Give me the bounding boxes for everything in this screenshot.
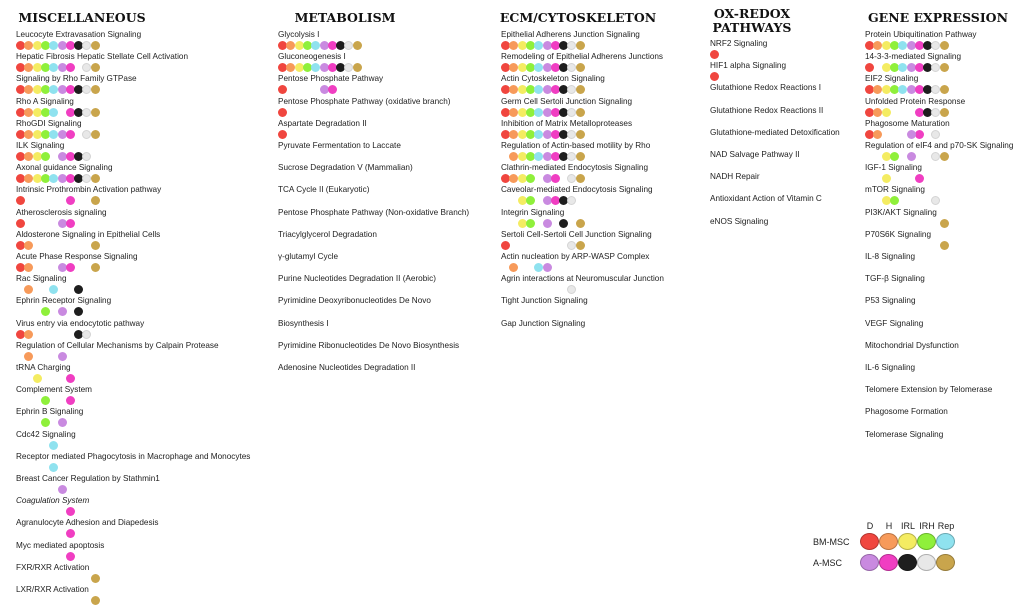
pathway-label: Rho A Signaling	[16, 96, 74, 106]
pathway-dot-rep-a	[91, 174, 100, 183]
pathway-dot-rep-bm	[49, 41, 58, 50]
pathway-dot-rep-a	[940, 241, 949, 250]
pathway-dot-rep-bm	[49, 285, 58, 294]
pathway-dot-h-bm	[24, 285, 33, 294]
pathway-dot-rep-bm	[49, 463, 58, 472]
legend-swatch-d-bm	[860, 533, 879, 550]
pathway-label: Actin nucleation by ARP-WASP Complex	[501, 252, 650, 261]
pathway-label: Complement System	[16, 385, 92, 395]
pathway-dot-h-bm	[24, 85, 33, 94]
legend-swatch-irh-a	[917, 554, 936, 571]
pathway-dot-rep-a	[940, 219, 949, 228]
pathway-dot-h-bm	[873, 108, 882, 117]
pathway-dot-irl-bm	[33, 374, 42, 383]
pathway-dot-rep-bm	[534, 263, 543, 272]
pathway-dot-h-bm	[509, 174, 518, 183]
pathway-label: Telomerase Signaling	[865, 429, 944, 439]
legend-header: Rep	[937, 521, 955, 531]
pathway-dot-rep-bm	[534, 41, 543, 50]
pathway-dot-rep-a	[576, 174, 585, 183]
pathway-label: Atherosclerosis signaling	[16, 207, 107, 217]
legend-swatch-rep-a	[936, 554, 955, 571]
pathway-label: VEGF Signaling	[865, 318, 924, 328]
pathway-label: P70S6K Signaling	[865, 229, 932, 239]
pathway-label: Triacylglycerol Degradation	[278, 229, 377, 239]
pathway-dot-rep-bm	[49, 85, 58, 94]
pathway-label: Caveolar-mediated Endocytosis Signaling	[501, 185, 653, 195]
pathway-label: TGF-β Signaling	[865, 274, 925, 284]
pathway-dot-d-a	[543, 219, 552, 228]
pathway-label: Aspartate Degradation II	[278, 118, 367, 128]
pathway-dot-d-a	[58, 418, 67, 427]
pathway-dot-h-a	[66, 552, 75, 561]
pathway-label: Remodeling of Epithelial Adherens Junctions	[501, 52, 664, 62]
legend-row-label: A-MSC	[813, 558, 842, 568]
pathway-label: Sertoli Cell-Sertoli Cell Junction Signaling	[501, 229, 652, 239]
column-title: OX-REDOX PATHWAYS	[712, 6, 792, 35]
pathway-label: Phagosome Maturation	[865, 118, 950, 128]
pathway-label: Pentose Phosphate Pathway (oxidative branch)	[278, 96, 451, 106]
pathway-label: Protein Ubiquitination Pathway	[865, 30, 977, 39]
pathway-dot-irh-a	[567, 285, 576, 294]
pathway-dot-h-a	[66, 396, 75, 405]
pathway-label: TCA Cycle II (Eukaryotic)	[278, 185, 370, 195]
pathway-label: FXR/RXR Activation	[16, 562, 90, 572]
pathway-dot-rep-a	[91, 196, 100, 205]
pathway-dot-h-a	[66, 374, 75, 383]
pathway-label: Glutathione-mediated Detoxification	[710, 127, 840, 137]
pathway-label: NAD Salvage Pathway II	[710, 150, 800, 159]
pathway-dot-d-bm	[278, 130, 287, 139]
pathway-dot-rep-a	[940, 41, 949, 50]
pathway-dot-rep-a	[91, 63, 100, 72]
pathway-dot-d-bm	[278, 85, 287, 94]
pathway-dot-rep-a	[940, 108, 949, 117]
pathway-dot-rep-bm	[49, 174, 58, 183]
pathway-label: Integrin Signaling	[501, 207, 565, 217]
pathway-dot-h-bm	[24, 63, 33, 72]
pathway-label: Antioxidant Action of Vitamin C	[710, 194, 822, 204]
pathway-dot-h-bm	[24, 108, 33, 117]
pathway-dot-rep-bm	[534, 85, 543, 94]
pathway-dot-rep-a	[353, 41, 362, 50]
pathway-label: Adenosine Nucleotides Degradation II	[278, 363, 416, 372]
pathway-dot-irh-bm	[41, 396, 50, 405]
pathway-label: Cdc42 Signaling	[16, 429, 76, 439]
pathway-label: 14-3-3-mediated Signaling	[865, 52, 962, 62]
pathway-label: RhoGDI Signaling	[16, 118, 82, 128]
pathway-dot-irl-bm	[882, 108, 891, 117]
pathway-dot-irh-a	[567, 196, 576, 205]
legend-header: IRH	[919, 521, 935, 531]
legend-swatch-h-a	[879, 554, 898, 571]
pathway-dot-rep-bm	[49, 108, 58, 117]
pathway-label: IGF-1 Signaling	[865, 163, 922, 173]
pathway-dot-irl-bm	[882, 174, 891, 183]
pathway-label: Unfolded Protein Response	[865, 96, 966, 106]
pathway-dot-h-a	[551, 174, 560, 183]
pathway-dot-rep-a	[353, 63, 362, 72]
pathway-dot-h-a	[66, 263, 75, 272]
pathway-label: Acute Phase Response Signaling	[16, 252, 138, 261]
pathway-dot-rep-bm	[898, 63, 907, 72]
pathway-label: Receptor mediated Phagocytosis in Macrophage and Monocytes	[16, 451, 251, 461]
pathway-label: γ-glutamyl Cycle	[278, 252, 339, 261]
pathway-dot-rep-bm	[311, 41, 320, 50]
legend-swatch-rep-bm	[936, 533, 955, 550]
pathway-label: Telomere Extension by Telomerase	[865, 385, 993, 395]
pathway-dot-irh-a	[82, 330, 91, 339]
pathway-dot-d-a	[58, 485, 67, 494]
pathway-dot-h-bm	[24, 174, 33, 183]
pathway-dot-rep-bm	[534, 130, 543, 139]
pathway-dot-h-bm	[24, 241, 33, 250]
pathway-dot-rep-bm	[311, 63, 320, 72]
pathway-dot-h-a	[66, 63, 75, 72]
pathway-dot-h-a	[915, 130, 924, 139]
column-title: ECM/CYTOSKELETON	[499, 10, 657, 25]
pathway-label: Regulation of eIF4 and p70-SK Signaling	[865, 141, 1014, 150]
pathway-dot-rep-bm	[534, 63, 543, 72]
pathway-label: Actin Cytoskeleton Signaling	[501, 74, 605, 84]
pathway-dot-rep-a	[91, 574, 100, 583]
pathway-dot-irh-bm	[41, 418, 50, 427]
pathway-label: Ephrin Receptor Signaling	[16, 296, 112, 306]
pathway-label: Gap Junction Signaling	[501, 318, 586, 328]
pathway-label: Leucocyte Extravasation Signaling	[16, 30, 142, 39]
pathway-dot-rep-bm	[898, 41, 907, 50]
pathway-dot-d-bm	[710, 72, 719, 81]
pathway-label: NADH Repair	[710, 172, 760, 182]
pathway-dot-rep-a	[576, 130, 585, 139]
pathway-label: Regulation of Cellular Mechanisms by Calpain Protease	[16, 340, 219, 350]
pathway-dot-h-bm	[24, 41, 33, 50]
pathway-dot-d-bm	[16, 219, 25, 228]
pathway-dot-irh-a	[931, 130, 940, 139]
pathway-dot-irl-a	[559, 219, 568, 228]
pathway-label: Pyrimidine Ribonucleotides De Novo Biosynthesis	[278, 340, 460, 350]
pathway-dot-h-a	[66, 196, 75, 205]
pathway-label: Glutathione Redox Reactions II	[710, 105, 824, 115]
pathway-dot-rep-bm	[534, 152, 543, 161]
pathway-dot-d-a	[907, 130, 916, 139]
pathway-label: Phagosome Formation	[865, 407, 948, 417]
pathway-dot-h-bm	[24, 352, 33, 361]
pathway-label: Inhibition of Matrix Metalloproteases	[501, 118, 633, 128]
pathway-dot-d-a	[907, 152, 916, 161]
pathway-label: Sucrose Degradation V (Mammalian)	[278, 163, 413, 173]
pathway-dot-rep-a	[940, 85, 949, 94]
pathway-dot-d-a	[58, 352, 67, 361]
pathway-dot-irh-bm	[41, 307, 50, 316]
pathway-label: P53 Signaling	[865, 296, 916, 306]
pathway-label: Tight Junction Signaling	[501, 296, 588, 306]
pathway-label: HIF1 alpha Signaling	[710, 61, 787, 71]
pathway-dot-rep-a	[940, 63, 949, 72]
pathway-dot-h-bm	[286, 41, 295, 50]
pathway-label: Purine Nucleotides Degradation II (Aerobic)	[278, 274, 436, 284]
pathway-dot-rep-bm	[49, 130, 58, 139]
pathway-label: Breast Cancer Regulation by Stathmin1	[16, 474, 160, 483]
pathway-dot-h-bm	[873, 41, 882, 50]
column-title: GENE EXPRESSION	[868, 10, 1008, 25]
legend-header: D	[866, 521, 874, 531]
pathway-dot-h-a	[66, 529, 75, 538]
pathway-dot-irl-a	[74, 307, 83, 316]
legend-row-label: BM-MSC	[813, 537, 850, 547]
pathway-dot-rep-a	[576, 41, 585, 50]
pathway-dot-rep-a	[91, 108, 100, 117]
pathway-dot-h-a	[915, 174, 924, 183]
pathway-label: PI3K/AKT Signaling	[865, 207, 937, 217]
pathway-label: Coagulation System	[16, 496, 90, 506]
pathway-label: NRF2 Signaling	[710, 39, 768, 48]
pathway-label: eNOS Signaling	[710, 216, 769, 226]
pathway-dot-irh-bm	[41, 152, 50, 161]
legend-swatch-irh-bm	[917, 533, 936, 550]
pathway-label: Virus entry via endocytotic pathway	[16, 318, 145, 328]
pathway-dot-irh-bm	[890, 196, 899, 205]
pathway-dot-rep-a	[91, 41, 100, 50]
pathway-dot-rep-bm	[49, 63, 58, 72]
pathway-label: IL-6 Signaling	[865, 363, 916, 372]
pathway-label: Clathrin-mediated Endocytosis Signaling	[501, 163, 648, 173]
pathway-dot-h-bm	[24, 330, 33, 339]
pathway-dot-h-bm	[286, 63, 295, 72]
pathway-dot-d-a	[58, 307, 67, 316]
pathway-dot-irh-bm	[526, 196, 535, 205]
pathway-label: Pyrimidine Deoxyribonucleotides De Novo	[278, 296, 431, 306]
pathway-dot-d-bm	[501, 241, 510, 250]
pathway-dot-rep-a	[576, 241, 585, 250]
pathway-dot-rep-a	[576, 85, 585, 94]
pathway-dot-h-a	[66, 219, 75, 228]
pathway-dot-d-bm	[278, 108, 287, 117]
pathway-dot-rep-a	[91, 241, 100, 250]
pathway-label: Myc mediated apoptosis	[16, 540, 105, 550]
column-title: MISCELLANEOUS	[18, 10, 146, 25]
pathway-label: EIF2 Signaling	[865, 74, 919, 84]
pathway-label: Agranulocyte Adhesion and Diapedesis	[16, 518, 159, 528]
pathway-label: Biosynthesis I	[278, 318, 329, 328]
pathway-label: Pyruvate Fermentation to Laccate	[278, 141, 401, 150]
pathway-dot-d-bm	[710, 50, 719, 59]
pathway-label: Mitochondrial Dysfunction	[865, 340, 959, 350]
pathway-dot-h-bm	[24, 152, 33, 161]
pathway-label: Aldosterone Signaling in Epithelial Cells	[16, 229, 161, 239]
pathway-dot-rep-a	[91, 596, 100, 605]
pathway-dot-rep-a	[91, 130, 100, 139]
pathway-dot-rep-a	[576, 219, 585, 228]
legend-swatch-d-a	[860, 554, 879, 571]
pathway-dot-h-a	[66, 130, 75, 139]
pathway-dot-h-bm	[873, 130, 882, 139]
pathway-label: Epithelial Adherens Junction Signaling	[501, 30, 640, 39]
pathway-dot-rep-bm	[898, 85, 907, 94]
pathway-label: Pentose Phosphate Pathway (Non-oxidative Branch)	[278, 207, 470, 217]
pathway-dot-rep-a	[91, 85, 100, 94]
pathway-dot-irh-bm	[526, 174, 535, 183]
pathway-dot-h-bm	[873, 85, 882, 94]
legend-header: IRL	[900, 521, 915, 531]
pathway-dot-h-bm	[509, 263, 518, 272]
pathway-dot-irh-a	[931, 196, 940, 205]
pathway-label: Rac Signaling	[16, 274, 67, 284]
pathway-dot-irh-bm	[526, 219, 535, 228]
pathway-label: Pentose Phosphate Pathway	[278, 74, 384, 84]
pathway-label: Axonal guidance Signaling	[16, 163, 113, 173]
pathway-label: Ephrin B Signaling	[16, 407, 84, 417]
legend-swatch-irl-a	[898, 554, 917, 571]
pathway-dot-rep-a	[940, 152, 949, 161]
pathway-label: Germ Cell Sertoli Junction Signaling	[501, 96, 633, 106]
pathway-label: Agrin interactions at Neuromuscular Junction	[501, 274, 664, 284]
pathway-dot-h-a	[328, 85, 337, 94]
pathway-dot-h-bm	[509, 152, 518, 161]
pathway-dot-irh-bm	[890, 152, 899, 161]
pathway-dot-rep-bm	[49, 441, 58, 450]
pathway-dot-h-bm	[509, 130, 518, 139]
pathway-dot-h-bm	[509, 108, 518, 117]
pathway-dot-d-a	[543, 263, 552, 272]
pathway-dot-h-bm	[509, 85, 518, 94]
legend-swatch-h-bm	[879, 533, 898, 550]
pathway-label: Glycolysis I	[278, 30, 320, 39]
pathway-label: tRNA Charging	[16, 363, 71, 372]
pathway-dot-rep-a	[576, 63, 585, 72]
pathway-label: Glutathione Redox Reactions I	[710, 83, 822, 93]
column-title: METABOLISM	[294, 10, 396, 25]
legend-swatch-irl-bm	[898, 533, 917, 550]
pathway-dot-irh-a	[82, 152, 91, 161]
pathway-label: Gluconeogenesis I	[278, 52, 346, 62]
pathway-dot-h-bm	[24, 130, 33, 139]
pathway-label: LXR/RXR Activation	[16, 585, 89, 594]
pathway-dot-d-bm	[16, 196, 25, 205]
pathway-label: ILK Signaling	[16, 141, 65, 150]
legend-header: H	[885, 521, 893, 531]
pathway-dot-h-a	[66, 507, 75, 516]
pathway-dot-rep-bm	[534, 108, 543, 117]
pathway-label: IL-8 Signaling	[865, 252, 916, 261]
pathway-dot-h-bm	[509, 63, 518, 72]
pathway-dot-d-bm	[865, 63, 874, 72]
pathway-label: Signaling by Rho Family GTPase	[16, 74, 137, 84]
pathway-dot-rep-a	[576, 152, 585, 161]
pathway-dot-irl-a	[74, 285, 83, 294]
pathway-label: Hepatic Fibrosis Hepatic Stellate Cell Activation	[16, 52, 189, 62]
pathway-dot-h-bm	[509, 41, 518, 50]
pathway-label: Regulation of Actin-based motility by Rho	[501, 141, 651, 150]
pathway-dot-rep-a	[91, 263, 100, 272]
pathway-dot-h-bm	[24, 263, 33, 272]
pathway-label: mTOR Signaling	[865, 185, 925, 195]
pathway-dot-rep-a	[576, 108, 585, 117]
pathway-label: Intrinsic Prothrombin Activation pathway	[16, 185, 162, 195]
